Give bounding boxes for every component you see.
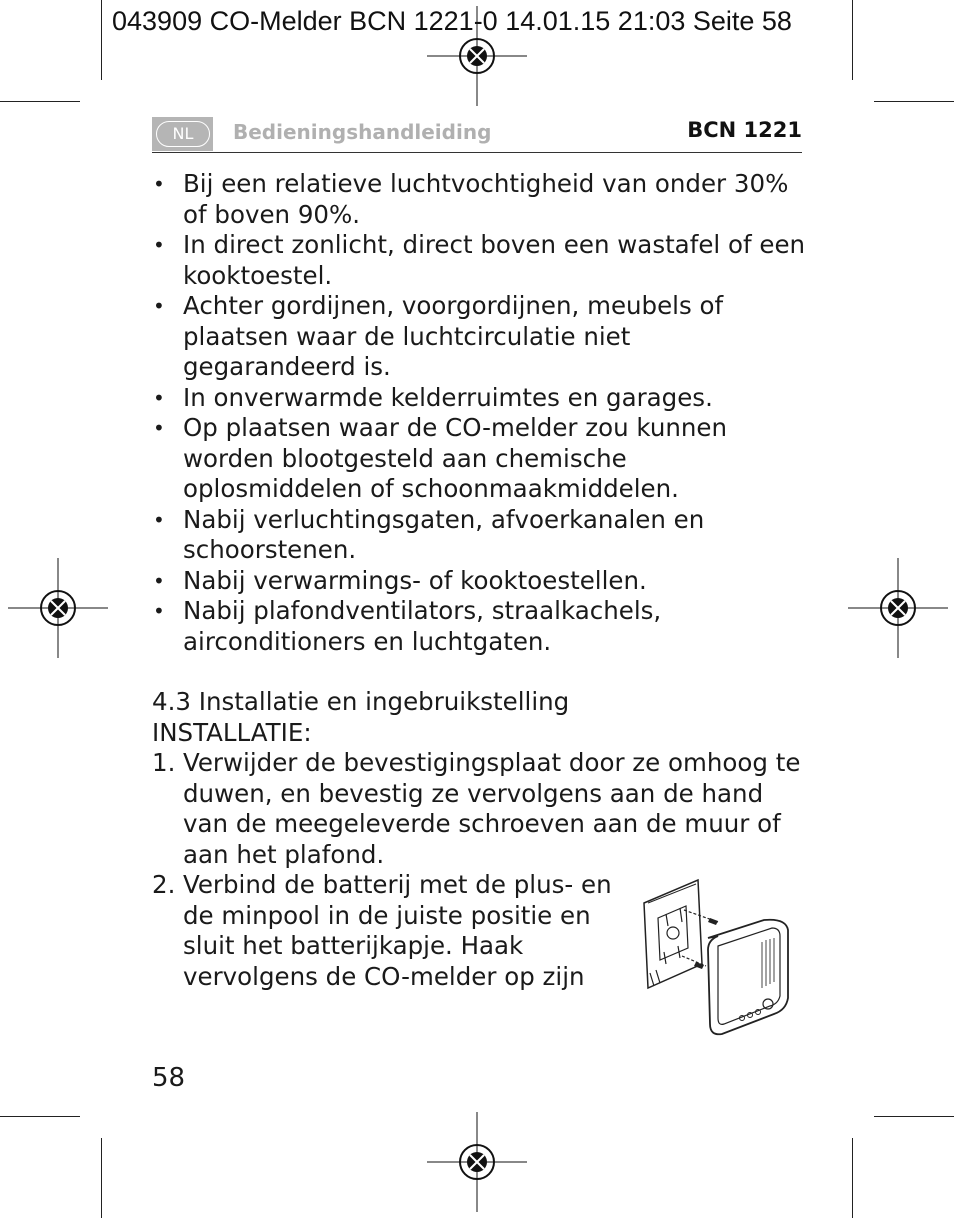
list-item: • Nabij verluchtingsgaten, afvoerkanalen en schoorstenen.: [152, 505, 812, 566]
document-title: Bedieningshandleiding: [233, 120, 492, 144]
print-slug: 043909 CO-Melder BCN 1221-0 14.01.15 21:03 Seite 58: [112, 6, 792, 36]
step-item: [152, 748, 812, 870]
step-item: [152, 870, 633, 992]
header-rule: [152, 152, 802, 153]
crop-mark: [101, 1138, 102, 1218]
crop-mark: [0, 1116, 80, 1117]
registration-mark-icon: [8, 558, 108, 658]
crop-mark: [101, 0, 102, 80]
placement-warning-list: [152, 169, 812, 657]
list-item: • Achter gordijnen, voorgordijnen, meubels of plaatsen waar de luchtcirculatie niet gegarandeerd is.: [152, 291, 783, 383]
crop-mark: [0, 101, 80, 102]
step-text: Verwijder de bevestigingsplaat door ze omhoog te duwen, en bevestig ze vervolgens aan de hand van de meegeleverde schroeven aan de muur of aan het plafond.: [183, 748, 801, 869]
list-item: • In onverwarmde kelderruimtes en garages.: [152, 383, 812, 414]
section-heading: 4.3 Installatie en ingebruikstelling: [152, 687, 570, 716]
language-badge: NL: [156, 121, 210, 147]
list-item: • Bij een relatieve luchtvochtigheid van onder 30% of boven 90%.: [152, 169, 812, 230]
section-heading-block: [152, 687, 569, 748]
step-text: Verbind de batterij met de plus- en de minpool in de juiste positie en sluit het batterijkapje. Haak vervolgens de CO-melder op zijn: [183, 870, 612, 991]
registration-mark-icon: [848, 558, 948, 658]
step-number: 1.: [152, 748, 176, 777]
crop-mark: [874, 1116, 954, 1117]
registration-mark-icon: [427, 6, 527, 106]
section-subheading: INSTALLATIE:: [152, 717, 312, 747]
crop-mark: [852, 0, 853, 80]
crop-mark: [874, 101, 954, 102]
co-detector-mounting-illustration: [636, 878, 796, 1043]
model-name: BCN 1221: [687, 118, 802, 142]
list-item: • Nabij verwarmings- of kooktoestellen.: [152, 566, 812, 597]
step-number: 2.: [152, 870, 176, 899]
list-item: • Nabij plafondventilators, straalkachels, airconditioners en luchtgaten.: [152, 596, 812, 657]
registration-mark-icon: [427, 1112, 527, 1212]
page-number: 58: [152, 1063, 186, 1093]
crop-mark: [852, 1138, 853, 1218]
list-item: • Op plaatsen waar de CO-melder zou kunnen worden blootgesteld aan chemische oplosmiddelen of schoonmaakmiddelen.: [152, 413, 812, 505]
list-item: • In direct zonlicht, direct boven een wastafel of een kooktoestel.: [152, 230, 812, 291]
